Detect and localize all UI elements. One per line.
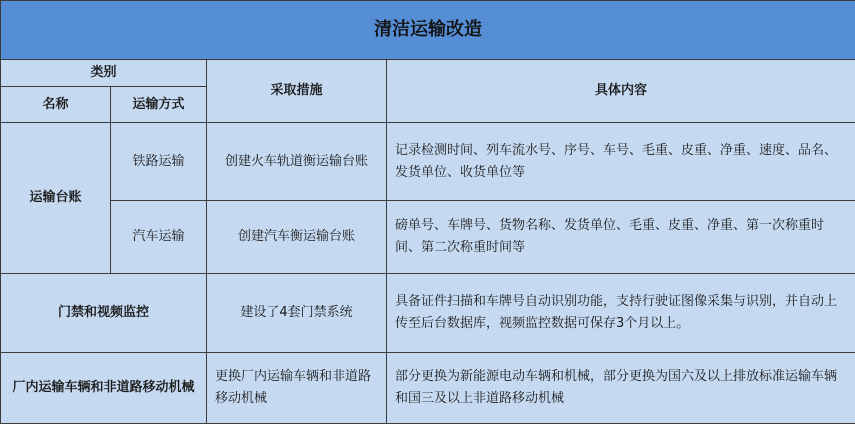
row-detail-railway: 记录检测时间、列车流水号、序号、车号、毛重、皮重、净重、速度、品名、发货单位、收货单位等 bbox=[387, 123, 855, 201]
header-row-1 bbox=[1, 60, 855, 87]
row-mode-railway: 铁路运输 bbox=[111, 123, 207, 201]
row-measure-access-control: 建设了4套门禁系统 bbox=[207, 274, 387, 353]
row-measure-truck: 创建汽车衡运输台账 bbox=[207, 201, 387, 274]
row-detail-truck: 磅单号、车牌号、货物名称、发货单位、毛重、皮重、净重、第一次称重时间、第二次称重时间等 bbox=[387, 201, 855, 274]
row-name-ledger: 运输台账 bbox=[1, 123, 111, 274]
table-row-truck bbox=[1, 201, 855, 274]
table-title: 清洁运输改造 bbox=[1, 1, 855, 60]
row-detail-access-control: 具备证件扫描和车牌号自动识别功能，支持行驶证图像采集与识别，并自动上传至后台数据库，视频监控数据可保存3个月以上。 bbox=[387, 274, 855, 353]
table-row-railway bbox=[1, 123, 855, 201]
table-row-vehicles bbox=[1, 353, 855, 424]
header-transport-mode: 运输方式 bbox=[111, 87, 207, 123]
table-row-access-control bbox=[1, 274, 855, 353]
header-name: 名称 bbox=[1, 87, 111, 123]
row-measure-vehicles: 更换厂内运输车辆和非道路移动机械 bbox=[207, 353, 387, 424]
title-row bbox=[1, 1, 855, 60]
row-mode-truck: 汽车运输 bbox=[111, 201, 207, 274]
row-name-vehicles: 厂内运输车辆和非道路移动机械 bbox=[1, 353, 207, 424]
header-measures: 采取措施 bbox=[207, 60, 387, 123]
header-category: 类别 bbox=[1, 60, 207, 87]
row-measure-railway: 创建火车轨道衡运输台账 bbox=[207, 123, 387, 201]
row-name-access-control: 门禁和视频监控 bbox=[1, 274, 207, 353]
row-detail-vehicles: 部分更换为新能源电动车辆和机械，部分更换为国六及以上排放标准运输车辆和国三及以上非道路移动机械 bbox=[387, 353, 855, 424]
header-details: 具体内容 bbox=[387, 60, 855, 123]
